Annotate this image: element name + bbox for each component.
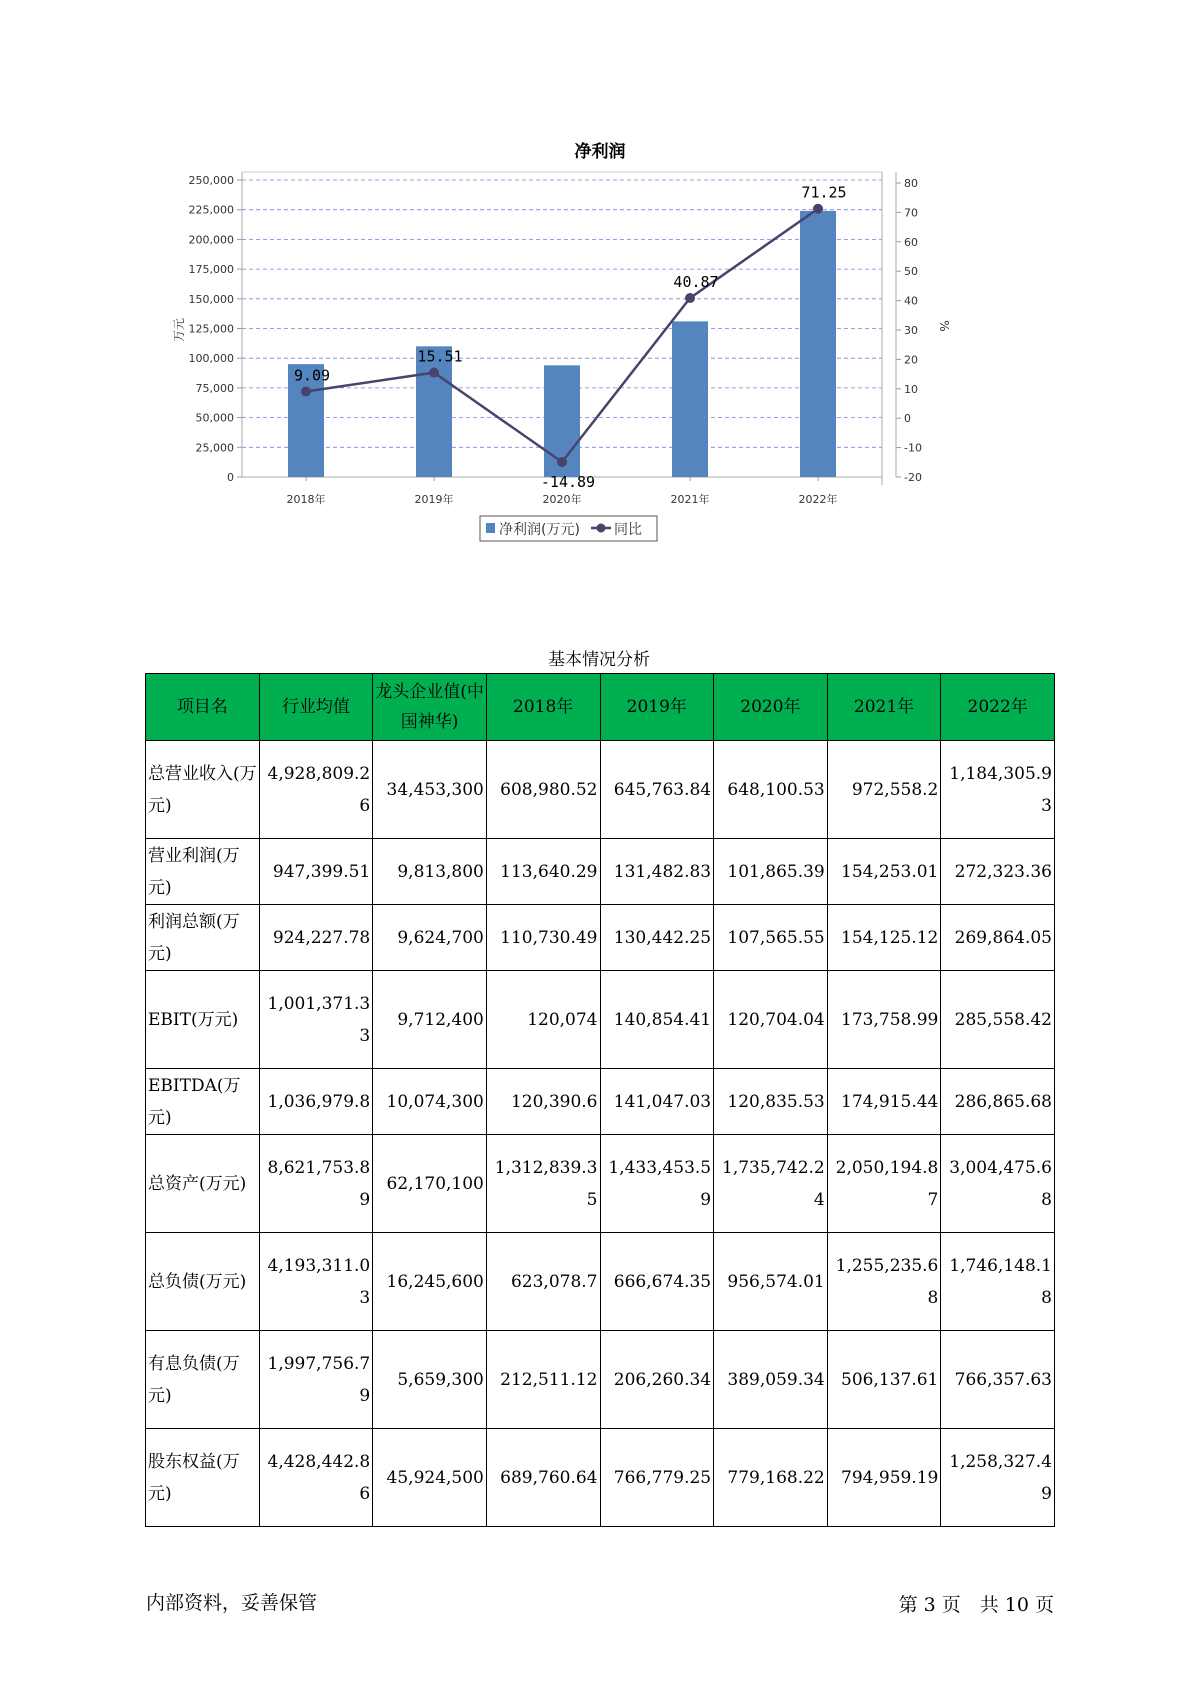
header-2020: 2020年 [714,674,828,741]
table-cell: 4,193,311.03 [259,1233,373,1331]
table-row [146,1069,1055,1135]
table-row [146,741,1055,839]
data-label: 15.51 [417,347,463,366]
right-tick-label: 10 [904,382,918,396]
header-2018: 2018年 [486,674,600,741]
table-cell: 608,980.52 [486,741,600,839]
table-cell: 269,864.05 [941,905,1055,971]
table-cell: 34,453,300 [373,741,487,839]
table-cell: 154,125.12 [827,905,941,971]
table-cell: 212,511.12 [486,1331,600,1429]
table-cell: 140,854.41 [600,971,714,1069]
table-cell: 389,059.34 [714,1331,828,1429]
table-cell: 972,558.2 [827,741,941,839]
x-tick-label: 2021年 [670,493,710,506]
table-cell: 120,835.53 [714,1069,828,1135]
data-label: -14.89 [540,472,596,491]
table-cell: 206,260.34 [600,1331,714,1429]
legend-line-marker [597,524,606,533]
right-tick-label: 70 [904,206,918,220]
table-cell: 8,621,753.89 [259,1135,373,1233]
table-cell: 130,442.25 [600,905,714,971]
row-label: 总负债(万元) [146,1233,260,1331]
table-row [146,839,1055,905]
row-label: 股东权益(万元) [146,1429,260,1527]
left-tick-label: 250,000 [188,174,234,187]
table-cell: 623,078.7 [486,1233,600,1331]
table-body [146,741,1055,1527]
left-tick-label: 100,000 [188,352,234,366]
table-cell: 947,399.51 [259,839,373,905]
table-cell: 107,565.55 [714,905,828,971]
left-tick-label: 175,000 [188,263,234,277]
table-cell: 1,184,305.93 [941,741,1055,839]
table-row [146,905,1055,971]
table-cell: 120,704.04 [714,971,828,1069]
table-cell: 131,482.83 [600,839,714,905]
chart-legend [480,516,657,541]
yoy-point [685,293,695,303]
header-industry-avg: 行业均值 [259,674,373,741]
row-label: EBIT(万元) [146,971,260,1069]
table-row [146,1429,1055,1527]
right-tick-label: -20 [904,471,922,484]
footer-page-number: 第 3 页 共 10 页 [898,1594,1054,1616]
table-row [146,1135,1055,1233]
table-cell: 666,674.35 [600,1233,714,1331]
table-cell: 1,036,979.8 [259,1069,373,1135]
left-tick-label: 25,000 [195,441,234,455]
row-label: 营业利润(万元) [146,839,260,905]
table-cell: 286,865.68 [941,1069,1055,1135]
table-cell: 1,001,371.33 [259,971,373,1069]
left-tick-label: 200,000 [188,233,234,247]
table-cell: 1,735,742.24 [714,1135,828,1233]
analysis-table [145,673,1055,1527]
table-cell: 794,959.19 [827,1429,941,1527]
yoy-point [429,368,439,378]
yoy-point [557,457,567,467]
bar [416,346,452,477]
header-2019: 2019年 [600,674,714,741]
bar [672,321,708,477]
x-tick-label: 2019年 [414,493,454,506]
table-cell: 141,047.03 [600,1069,714,1135]
data-label: 40.87 [673,273,719,292]
bar [800,211,836,477]
table-cell: 154,253.01 [827,839,941,905]
table-cell: 2,050,194.87 [827,1135,941,1233]
data-label: 71.25 [801,183,847,202]
table-cell: 1,312,839.35 [486,1135,600,1233]
net-profit-chart [170,130,1010,600]
table-cell: 9,813,800 [373,839,487,905]
table-cell: 101,865.39 [714,839,828,905]
chart-svg [170,130,1010,600]
right-tick-label: 80 [904,177,918,190]
table-cell: 174,915.44 [827,1069,941,1135]
header-leader-value: 龙头企业值(中国神华) [373,674,487,741]
left-tick-label: 50,000 [195,411,234,425]
table-cell: 10,074,300 [373,1069,487,1135]
row-label: EBITDA(万元) [146,1069,260,1135]
x-tick-label: 2020年 [542,493,582,506]
table-cell: 645,763.84 [600,741,714,839]
table-row [146,1233,1055,1331]
table-row [146,1331,1055,1429]
table-cell: 4,928,809.26 [259,741,373,839]
legend-bar-swatch [486,523,495,533]
table-cell: 272,323.36 [941,839,1055,905]
left-tick-label: 150,000 [188,292,234,306]
table-cell: 3,004,475.68 [941,1135,1055,1233]
left-tick-label: 0 [227,471,234,484]
table-cell: 9,712,400 [373,971,487,1069]
table-cell: 173,758.99 [827,971,941,1069]
data-label: 9.09 [293,366,331,385]
yoy-point [813,204,823,214]
chart-title: 净利润 [574,142,626,162]
table-cell: 1,997,756.79 [259,1331,373,1429]
table-cell: 766,357.63 [941,1331,1055,1429]
table-cell: 1,255,235.68 [827,1233,941,1331]
x-tick-label: 2018年 [286,493,326,506]
legend-line-label: 同比 [614,522,642,538]
table-cell: 5,659,300 [373,1331,487,1429]
yoy-point [301,386,311,396]
footer-confidential-note: 内部资料，妥善保管 [146,1592,318,1614]
table-header-row [146,674,1055,741]
table-cell: 45,924,500 [373,1429,487,1527]
bar-series [288,211,836,477]
left-tick-label: 225,000 [188,203,234,217]
table-cell: 766,779.25 [600,1429,714,1527]
right-tick-label: 0 [904,412,911,426]
right-tick-label: 60 [904,235,918,249]
left-tick-label: 125,000 [188,322,234,336]
header-item-name: 项目名 [146,674,260,741]
table-cell: 1,258,327.49 [941,1429,1055,1527]
left-axis-title: 万元 [172,317,186,343]
table-row [146,971,1055,1069]
row-label: 总资产(万元) [146,1135,260,1233]
table-cell: 16,245,600 [373,1233,487,1331]
table-cell: 4,428,442.86 [259,1429,373,1527]
table-cell: 1,746,148.18 [941,1233,1055,1331]
right-tick-label: 30 [904,324,918,337]
right-tick-label: -10 [904,441,922,455]
row-label: 利润总额(万元) [146,905,260,971]
table-cell: 113,640.29 [486,839,600,905]
table-cell: 689,760.64 [486,1429,600,1527]
left-tick-label: 75,000 [195,381,234,395]
right-tick-label: 50 [904,265,918,279]
table-cell: 110,730.49 [486,905,600,971]
table-cell: 120,390.6 [486,1069,600,1135]
table-cell: 648,100.53 [714,741,828,839]
row-label: 有息负债(万元) [146,1331,260,1429]
table-cell: 62,170,100 [373,1135,487,1233]
legend-bar-label: 净利润(万元) [499,522,580,538]
table-cell: 924,227.78 [259,905,373,971]
header-2022: 2022年 [941,674,1055,741]
table-cell: 120,074 [486,971,600,1069]
table-caption: 基本情况分析 [548,650,650,670]
right-tick-label: 40 [904,294,918,308]
table-cell: 956,574.01 [714,1233,828,1331]
right-axis-title: % [937,320,951,332]
table-cell: 9,624,700 [373,905,487,971]
table-cell: 285,558.42 [941,971,1055,1069]
row-label: 总营业收入(万元) [146,741,260,839]
right-tick-label: 20 [904,353,918,367]
table-cell: 779,168.22 [714,1429,828,1527]
table-cell: 506,137.61 [827,1331,941,1429]
header-2021: 2021年 [827,674,941,741]
table-cell: 1,433,453.59 [600,1135,714,1233]
x-tick-label: 2022年 [798,493,838,506]
